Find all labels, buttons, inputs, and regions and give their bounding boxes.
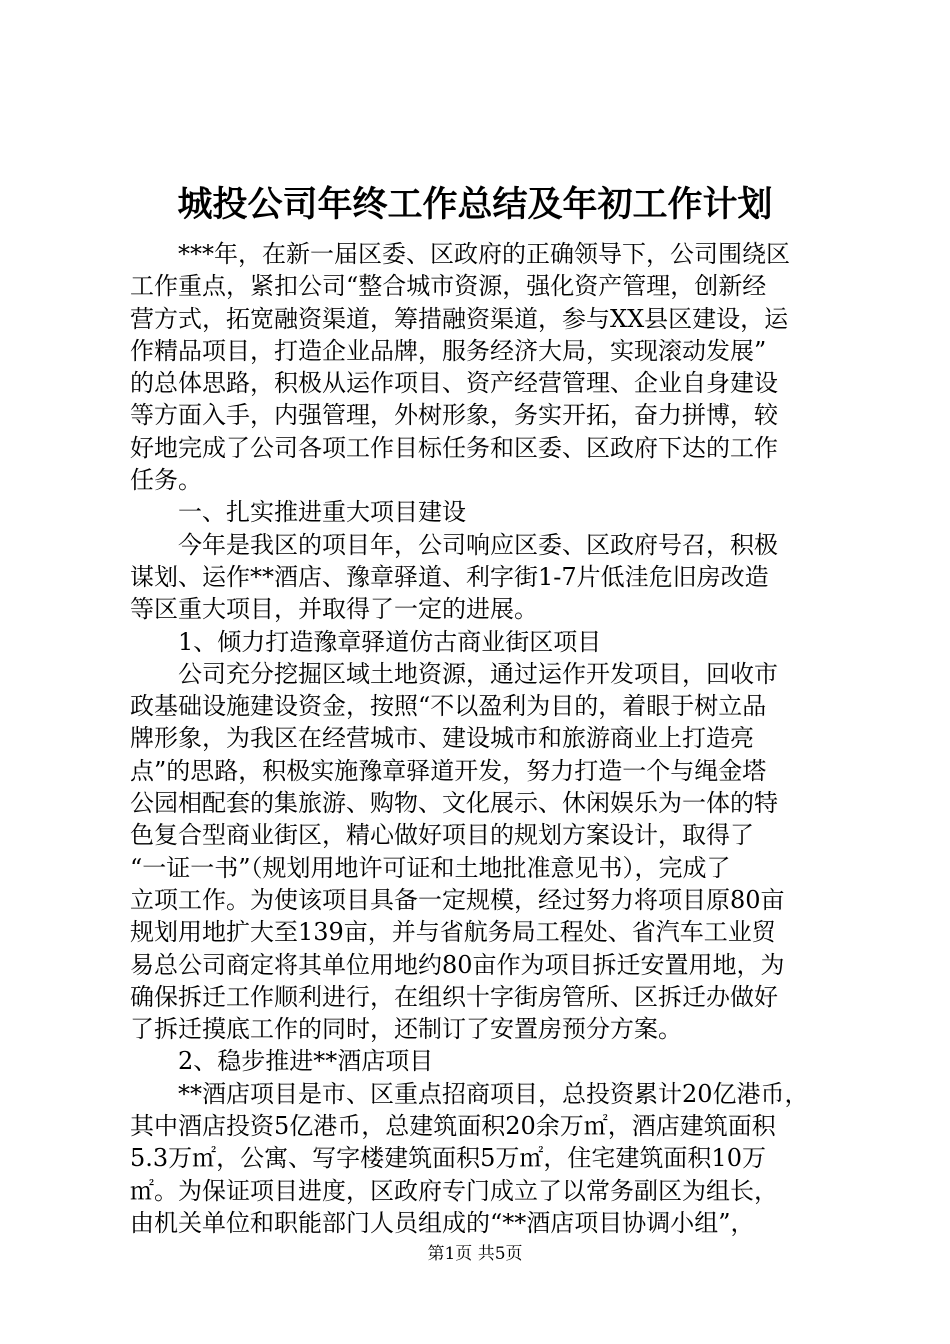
text-line: 公司充分挖掘区域土地资源，通过运作开发项目，回收市	[130, 659, 778, 688]
text-line: 工作重点，紧扣公司“整合城市资源，强化资产管理，创新经	[130, 272, 767, 301]
page-footer: 第1页 共5页	[427, 1244, 523, 1264]
text-line: 确保拆迁工作顺利进行，在组织十字街房管所、区拆迁办做好	[130, 982, 778, 1011]
text-line: 5.3万㎡，公寓、写字楼建筑面积5万㎡，住宅建筑面积10万	[130, 1144, 766, 1173]
text-line: 营方式，拓宽融资渠道，筹措融资渠道，参与XX县区建设，运	[130, 304, 789, 333]
text-line: 易总公司商定将其单位用地约80亩作为项目拆迁安置用地，为	[130, 950, 785, 979]
text-line: 今年是我区的项目年，公司响应区委、区政府号召，积极	[130, 530, 778, 559]
text-line: “一证一书”（规划用地许可证和土地批准意见书），完成了	[130, 853, 731, 882]
text-line: 由机关单位和职能部门人员组成的“**酒店项目协调小组”，	[130, 1208, 755, 1237]
text-line: 等区重大项目，并取得了一定的进展。	[130, 595, 538, 624]
text-line: 谋划、运作**酒店、豫章驿道、利字街1-7片低洼危旧房改造	[130, 562, 769, 591]
document-body	[130, 238, 830, 1239]
text-line: ㎡。为保证项目进度，区政府专门成立了以常务副区为组长，	[130, 1176, 778, 1205]
text-line: 政基础设施建设资金，按照“不以盈利为目的，着眼于树立品	[130, 692, 767, 721]
text-line: 公园相配套的集旅游、购物、文化展示、休闲娱乐为一体的特	[130, 789, 778, 818]
text-line: 点”的思路，积极实施豫章驿道开发，努力打造一个与绳金塔	[130, 756, 767, 785]
text-line: 任务。	[130, 466, 202, 495]
text-line: 一、扎实推进重大项目建设	[130, 498, 466, 527]
text-line: 牌形象，为我区在经营城市、建设城市和旅游商业上打造亮	[130, 724, 754, 753]
text-line: 1、倾力打造豫章驿道仿古商业街区项目	[130, 627, 602, 656]
text-line: 2、稳步推进**酒店项目	[130, 1047, 434, 1076]
text-line: ***年，在新一届区委、区政府的正确领导下，公司围绕区	[130, 240, 790, 268]
text-line: 好地完成了公司各项工作目标任务和区委、区政府下达的工作	[130, 433, 778, 462]
text-line: 规划用地扩大至139亩，并与省航务局工程处、省汽车工业贸	[130, 918, 776, 947]
text-line: 了拆迁摸底工作的同时，还制订了安置房预分方案。	[130, 1015, 682, 1044]
document-title: 城投公司年终工作总结及年初工作计划	[177, 184, 773, 225]
text-line: 作精品项目，打造企业品牌，服务经济大局，实现滚动发展”	[130, 336, 767, 365]
text-line: **酒店项目是市、区重点招商项目，总投资累计20亿港币，	[130, 1079, 809, 1108]
text-line: 色复合型商业街区，精心做好项目的规划方案设计，取得了	[130, 821, 754, 850]
text-line: 其中酒店投资5亿港币，总建筑面积20余万㎡，酒店建筑面积	[130, 1112, 776, 1141]
text-line: 的总体思路，积极从运作项目、资产经营管理、企业自身建设	[130, 369, 778, 398]
text-line: 等方面入手，内强管理，外树形象，务实开拓，奋力拼博，较	[130, 401, 778, 430]
text-line: 立项工作。为使该项目具备一定规模，经过努力将项目原80亩	[130, 885, 785, 914]
